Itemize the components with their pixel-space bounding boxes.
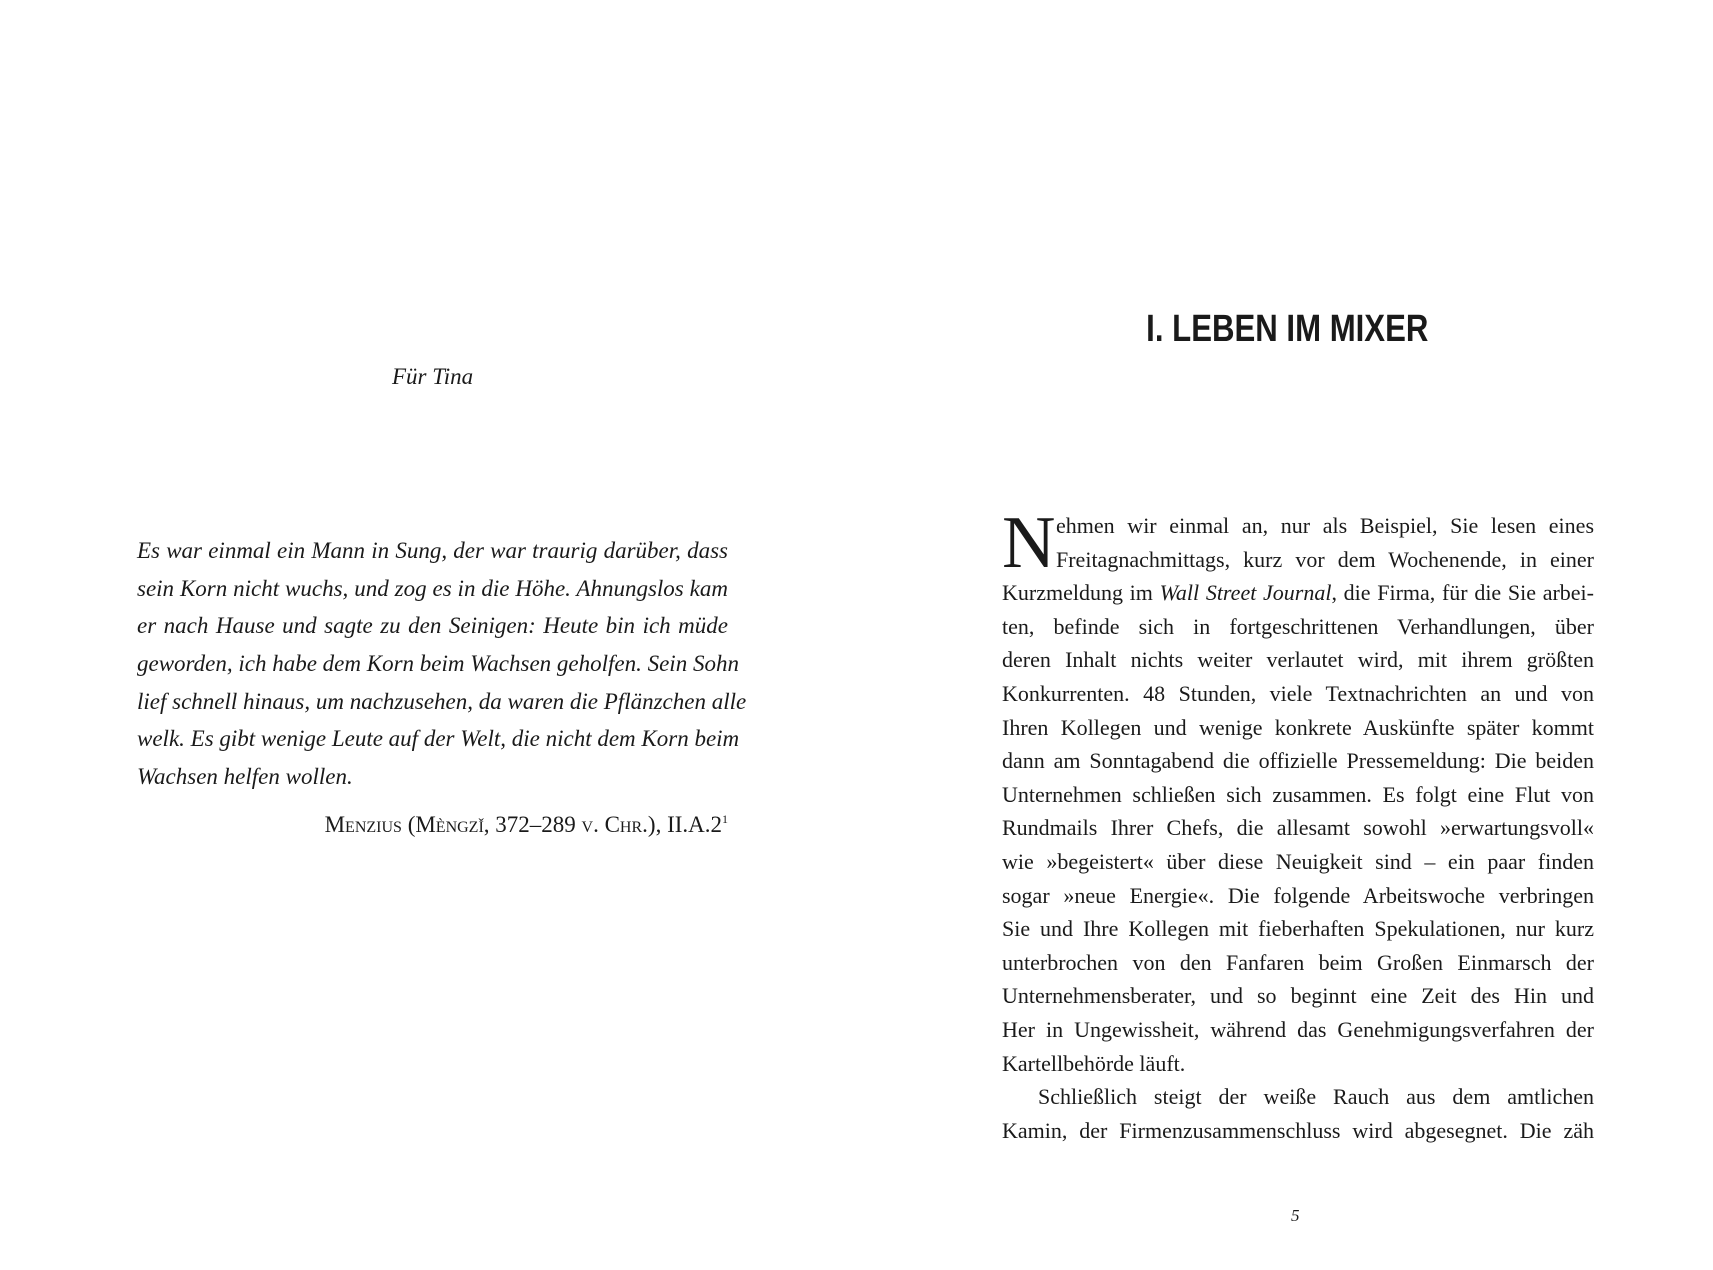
epigraph-line: geworden, ich habe dem Korn beim Wachsen geholfen. Sein Sohn [137, 651, 739, 677]
publication-name: Wall Street Journal [1159, 580, 1332, 606]
text-line: Her in Ungewissheit, während das Genehmigungsverfahren der [1002, 1016, 1594, 1042]
dedication-text: Für Tina [392, 364, 474, 389]
text-line: Ihren Kollegen und wenige konkrete Auskünfte später kommt [1002, 714, 1594, 740]
text-line: Kamin, der Firmenzusammenschluss wird abgesegnet. Die zäh [1002, 1117, 1594, 1143]
text-line: Schließlich steigt der weiße Rauch aus dem amtlichen [1038, 1084, 1594, 1110]
text-line [1002, 576, 1594, 610]
text-segment: Kurzmeldung im [1002, 580, 1160, 606]
text-line: Rundmails Ihrer Chefs, die allesamt sowohl »erwartungsvoll« [1002, 815, 1594, 841]
epigraph-line: Wachsen helfen wollen. [137, 764, 353, 790]
chapter-title: I. LEBEN IM MIXER [1146, 308, 1429, 350]
text-line: unterbrochen von den Fanfaren beim Großen Einmarsch der [1002, 949, 1594, 975]
epigraph-line: lief schnell hinaus, um nachzusehen, da waren die Pflänzchen alle [137, 688, 747, 714]
text-line: ten, befinde sich in fortgeschrittenen Verhandlungen, über [1002, 613, 1594, 639]
text-line: Unternehmensberater, und so beginnt eine Zeit des Hin und [1002, 983, 1594, 1009]
footnote-marker: 1 [722, 812, 728, 826]
text-line: wie »begeistert« über diese Neuigkeit sind – ein paar finden [1002, 848, 1594, 874]
text-segment: , die Firma, für die Sie arbei- [1331, 580, 1594, 606]
epigraph [137, 532, 747, 796]
epigraph-line: Es war einmal ein Mann in Sung, der war traurig darüber, dass [137, 538, 728, 563]
left-page [0, 0, 856, 1270]
body-text [1002, 502, 1594, 1147]
epigraph-attribution [325, 812, 728, 838]
epigraph-line: er nach Hause und sagte zu den Seinigen: Heute bin ich müde [137, 613, 728, 639]
text-line: deren Inhalt nichts weiter verlautet wird, mit ihrem größten [1002, 647, 1594, 673]
right-page [856, 0, 1713, 1270]
attribution-text: Menzius (Mèngzǐ, 372–289 v. Chr.), II.A.2 [324, 812, 722, 837]
epigraph-line: sein Korn nicht wuchs, und zog es in die Höhe. Ahnungslos kam [137, 575, 728, 601]
text-line: Kartellbehörde läuft. [1002, 1050, 1186, 1076]
drop-cap: N [1002, 502, 1056, 584]
text-line: Freitagnachmittags, kurz vor dem Wochenende, in einer [1056, 546, 1594, 572]
text-line: ehmen wir einmal an, nur als Beispiel, Sie lesen eines [1056, 513, 1594, 538]
text-line: dann am Sonntagabend die offizielle Pressemeldung: Die beiden [1002, 748, 1594, 774]
text-line: Sie und Ihre Kollegen mit fieberhaften Spekulationen, nur kurz [1002, 916, 1594, 942]
text-line: Konkurrenten. 48 Stunden, viele Textnachrichten an und von [1002, 680, 1594, 706]
text-line: sogar »neue Energie«. Die folgende Arbeitswoche verbringen [1002, 882, 1594, 908]
epigraph-line: welk. Es gibt wenige Leute auf der Welt, die nicht dem Korn beim [137, 726, 740, 752]
page-number-text: 5 [1291, 1206, 1300, 1225]
text-line: Unternehmen schließen sich zusammen. Es folgt eine Flut von [1002, 781, 1594, 807]
